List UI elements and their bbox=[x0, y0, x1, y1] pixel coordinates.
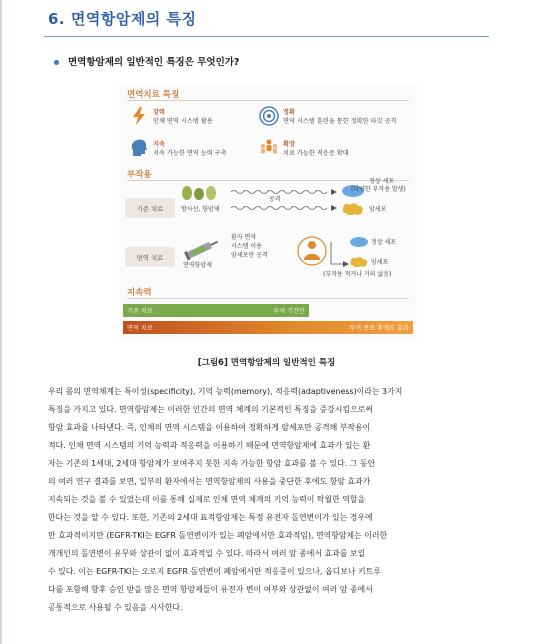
mechanism-line: 암세포만 공격 bbox=[231, 252, 268, 259]
paragraph-line: 수 있다. 이는 EGFR-TKI는 오로지 EGFR 돌연변이 폐암에서만 적응증이 있으나, 옵디보나 키트루 bbox=[48, 567, 381, 576]
paragraph-line: 지속되는 것을 볼 수 있었는데 이를 통해 실제로 인체 면역 체계의 기억 능력이 탁월한 역할을 bbox=[48, 495, 366, 504]
bar-label: 기존 치료 bbox=[127, 308, 153, 315]
conventional-treatment-label: 기존 치료 bbox=[125, 198, 175, 218]
cancer-cell-icon bbox=[349, 256, 369, 268]
conventional-drug-label: 방사선, 항암제 bbox=[181, 206, 220, 213]
feature-title: 강력 bbox=[153, 109, 165, 116]
cancer-cell-icon bbox=[341, 202, 365, 216]
duration-bar-conventional bbox=[123, 304, 309, 317]
immunotherapy-drug-label: 면역항암제 bbox=[183, 262, 212, 269]
cancer-cell-label: 암세포 bbox=[369, 206, 387, 213]
section-question: 면역항암제의 일반적인 특징은 무엇인가? bbox=[68, 57, 240, 68]
target-icon bbox=[259, 106, 279, 126]
paragraph-line: 만 효과적이지만 (EGFR-TKI는 EGFR 돌연변이가 있는 폐암에서만 효과적임), 면역항암제는 이러한 bbox=[48, 531, 388, 540]
bar-label: 면역 치료 bbox=[127, 325, 153, 332]
paragraph-line: 개개인의 돌연변이 유무와 상관이 없이 효과적일 수 있다. 따라서 여러 암 종에서 효과를 보일 bbox=[48, 549, 366, 558]
people-icon bbox=[259, 138, 279, 158]
lightning-icon bbox=[129, 106, 149, 126]
paragraph-line: 우리 몸의 면역체계는 특이성(specificity), 기억 능력(memory), 적응력(adaptiveness)이라는 3가지 bbox=[48, 387, 403, 396]
normal-cell-label: 정상 세포 bbox=[369, 178, 395, 185]
radiation-drug-icon bbox=[179, 184, 219, 202]
paragraph-line: 공통적으로 사용될 수 있음을 시사한다. bbox=[48, 603, 183, 612]
mechanism-line: 시스템 이용 bbox=[231, 243, 262, 250]
paragraph-line: 특징을 가지고 있다. 면역항암제는 이러한 인간의 면역 체계의 기본적인 특징을 증강시킴으로써 bbox=[48, 405, 373, 414]
paragraph-line: 항암 효과를 나타낸다. 즉, 인체의 면역 시스템을 이용하여 정확하게 암세포만 공격해 부작용이 bbox=[48, 423, 371, 432]
features-title: 면역치료 특징 bbox=[127, 90, 180, 100]
paragraph-line: 의 여러 연구 결과를 보면, 일부의 환자에서는 면역항암제의 사용을 중단한 후에도 항암 효과가 bbox=[48, 477, 371, 486]
feature-desc: 치료 가능한 적응증 확대 bbox=[283, 150, 349, 157]
bullet-icon bbox=[54, 60, 59, 65]
paragraph-line: 적다. 인체 면역 시스템의 기억 능력과 적응력을 이용하기 때문에 면역항암제에 효과가 있는 환 bbox=[48, 441, 371, 450]
normal-cell-icon bbox=[349, 236, 369, 248]
figure-caption: [그림6] 면역항암제의 일반적인 특징 bbox=[197, 358, 336, 368]
section-title: 6. 면역항암제의 특징 bbox=[48, 10, 197, 28]
immunotherapy-note: (부작용 적거나 거의 없음) bbox=[323, 271, 392, 278]
feature-title: 정확 bbox=[283, 109, 295, 116]
bar-value: 투여 기간만 bbox=[273, 308, 305, 315]
normal-cell-label: 정상 세포 bbox=[371, 239, 397, 246]
immune-person-icon bbox=[297, 234, 327, 268]
feature-desc: 면역 시스템 훈련을 통한 정확한 타깃 공격 bbox=[283, 118, 397, 125]
immunotherapy-label: 면역 치료 bbox=[125, 247, 175, 267]
duration-bar-immunotherapy bbox=[123, 321, 413, 334]
normal-cell-note: (다양한 부작용 발생) bbox=[351, 186, 406, 193]
branch-arrow bbox=[329, 240, 349, 268]
feature-title: 확장 bbox=[283, 141, 295, 148]
paragraph-line: 한다는 것을 알 수 있다. 또한, 기존의 2세대 표적항암제는 특정 유전자 돌연변이가 있는 경우에 bbox=[48, 513, 373, 522]
bar-value: 투여 종료 후에도 효과 bbox=[349, 325, 409, 332]
title-underline bbox=[44, 36, 489, 37]
features-rule bbox=[127, 100, 409, 101]
mechanism-line: 환자 면역 bbox=[231, 234, 257, 241]
feature-desc: 지속 가능한 면역 능력 구축 bbox=[153, 150, 227, 157]
syringe-icon bbox=[183, 236, 223, 260]
side-effect-rule bbox=[127, 180, 409, 181]
side-effect-title: 부작용 bbox=[127, 170, 152, 180]
cancer-cell-label: 암세포 bbox=[371, 259, 389, 266]
paragraph-line: 자는 기존의 1세대, 2세대 항암제가 보여주지 못한 지속 가능한 항암 효과를 볼 수 있다. 그 동안 bbox=[48, 459, 376, 468]
page-margin-bar bbox=[0, 0, 2, 644]
feature-title: 지속 bbox=[153, 141, 165, 148]
duration-title: 지속력 bbox=[127, 288, 152, 298]
paragraph-line: 다를 포함해 향후 승인 받을 많은 면역 항암제들이 유전자 변이 여부와 상관없이 여러 암 종에서 bbox=[48, 585, 373, 594]
figure-immunotherapy-features bbox=[119, 84, 417, 342]
brain-icon bbox=[129, 138, 149, 158]
attack-label: 공격 bbox=[269, 196, 281, 203]
attack-arrows bbox=[231, 186, 337, 216]
duration-rule bbox=[127, 298, 409, 299]
feature-desc: 인체 면역 시스템 활용 bbox=[153, 118, 213, 125]
